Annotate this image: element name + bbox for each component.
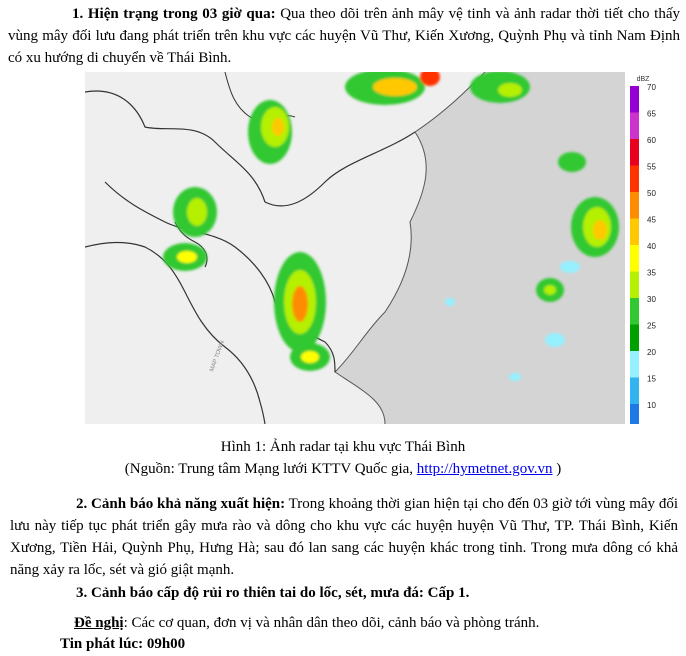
legend-value: 30: [647, 295, 656, 304]
legend-value: 60: [647, 136, 656, 145]
legend-swatch: [630, 219, 639, 246]
legend-swatch: [630, 166, 639, 193]
legend-swatch: [630, 113, 639, 140]
source-suffix: ): [552, 461, 562, 477]
legend-swatch: [630, 86, 639, 113]
legend-swatch: [630, 378, 639, 405]
section-1-body: Qua theo dõi trên ảnh mây vệ tinh và ảnh radar thời tiết cho thấy vùng mây đối lưu đang phát triển trên khu vực các huyện Vũ Thư, Kiến Xương, Quỳnh Phụ và tỉnh Nam Định có xu hướng di chuyển về Thái Bình.: [8, 6, 680, 66]
radar-figure: [85, 72, 661, 424]
legend-value: 65: [647, 109, 656, 119]
dbz-legend: [625, 72, 661, 424]
legend-swatch: [630, 351, 639, 378]
source-prefix: (Nguồn: Trung tâm Mạng lưới KTTV Quốc gia,: [124, 461, 417, 477]
radar-map: [85, 72, 661, 424]
legend-value: 10: [647, 401, 656, 410]
legend-value: 50: [647, 189, 656, 198]
legend-swatch: [630, 245, 639, 272]
proposal-body: : Các cơ quan, đơn vị và nhân dân theo dõi, cảnh báo và phòng tránh.: [123, 615, 540, 631]
legend-swatch: [630, 192, 639, 219]
legend-value: 45: [647, 215, 656, 225]
legend-title: dBZ: [636, 76, 650, 83]
map-town-label: MAP TOWN: [209, 339, 227, 373]
section-1-paragraph: [8, 3, 680, 69]
section-1-heading: 1. Hiện trạng trong 03 giờ qua:: [72, 6, 276, 22]
section-2-paragraph: [10, 493, 678, 581]
section-2-body: Trong khoảng thời gian hiện tại cho đến 03 giờ tới vùng mây đối lưu này tiếp tục phát triển gây mưa rào và dông cho khu vực các huyện huyện Vũ Thư, TP. Thái Bình, Kiến Xương, Tiền Hải, Quỳnh Phụ, Hưng Hà; sau đó lan sang các huyện khác trong tỉnh. Trong mưa dông có khả năng xảy ra lốc, sét và gió giật mạnh.: [10, 496, 678, 578]
section-3-heading: 3. Cảnh báo cấp độ rủi ro thiên tai do lốc, sét, mưa đá: Cấp 1.: [76, 585, 470, 601]
legend-swatch: [630, 139, 639, 166]
issued-time: Tin phát lúc: 09h00: [60, 636, 186, 652]
proposal-label: Đề nghị: [74, 615, 124, 631]
source-link[interactable]: http://hymetnet.gov.vn: [416, 461, 553, 477]
section-2-heading: 2. Cảnh báo khả năng xuất hiện:: [76, 496, 286, 512]
legend-value: 25: [647, 321, 656, 331]
legend-swatch: [630, 404, 639, 424]
figure-caption-source: [0, 459, 686, 479]
legend-swatch: [630, 272, 639, 299]
legend-value: 15: [647, 374, 656, 384]
legend-value: 55: [647, 162, 656, 172]
figure-caption-title: Hình 1: Ảnh radar tại khu vực Thái Bình: [220, 439, 466, 455]
legend-value: 35: [647, 268, 656, 278]
legend-value: 20: [647, 348, 656, 357]
legend-swatch: [630, 298, 639, 325]
legend-value: 70: [647, 83, 656, 92]
legend-value: 40: [647, 242, 656, 251]
proposal-paragraph: [74, 612, 674, 634]
legend-swatch: [630, 325, 639, 352]
